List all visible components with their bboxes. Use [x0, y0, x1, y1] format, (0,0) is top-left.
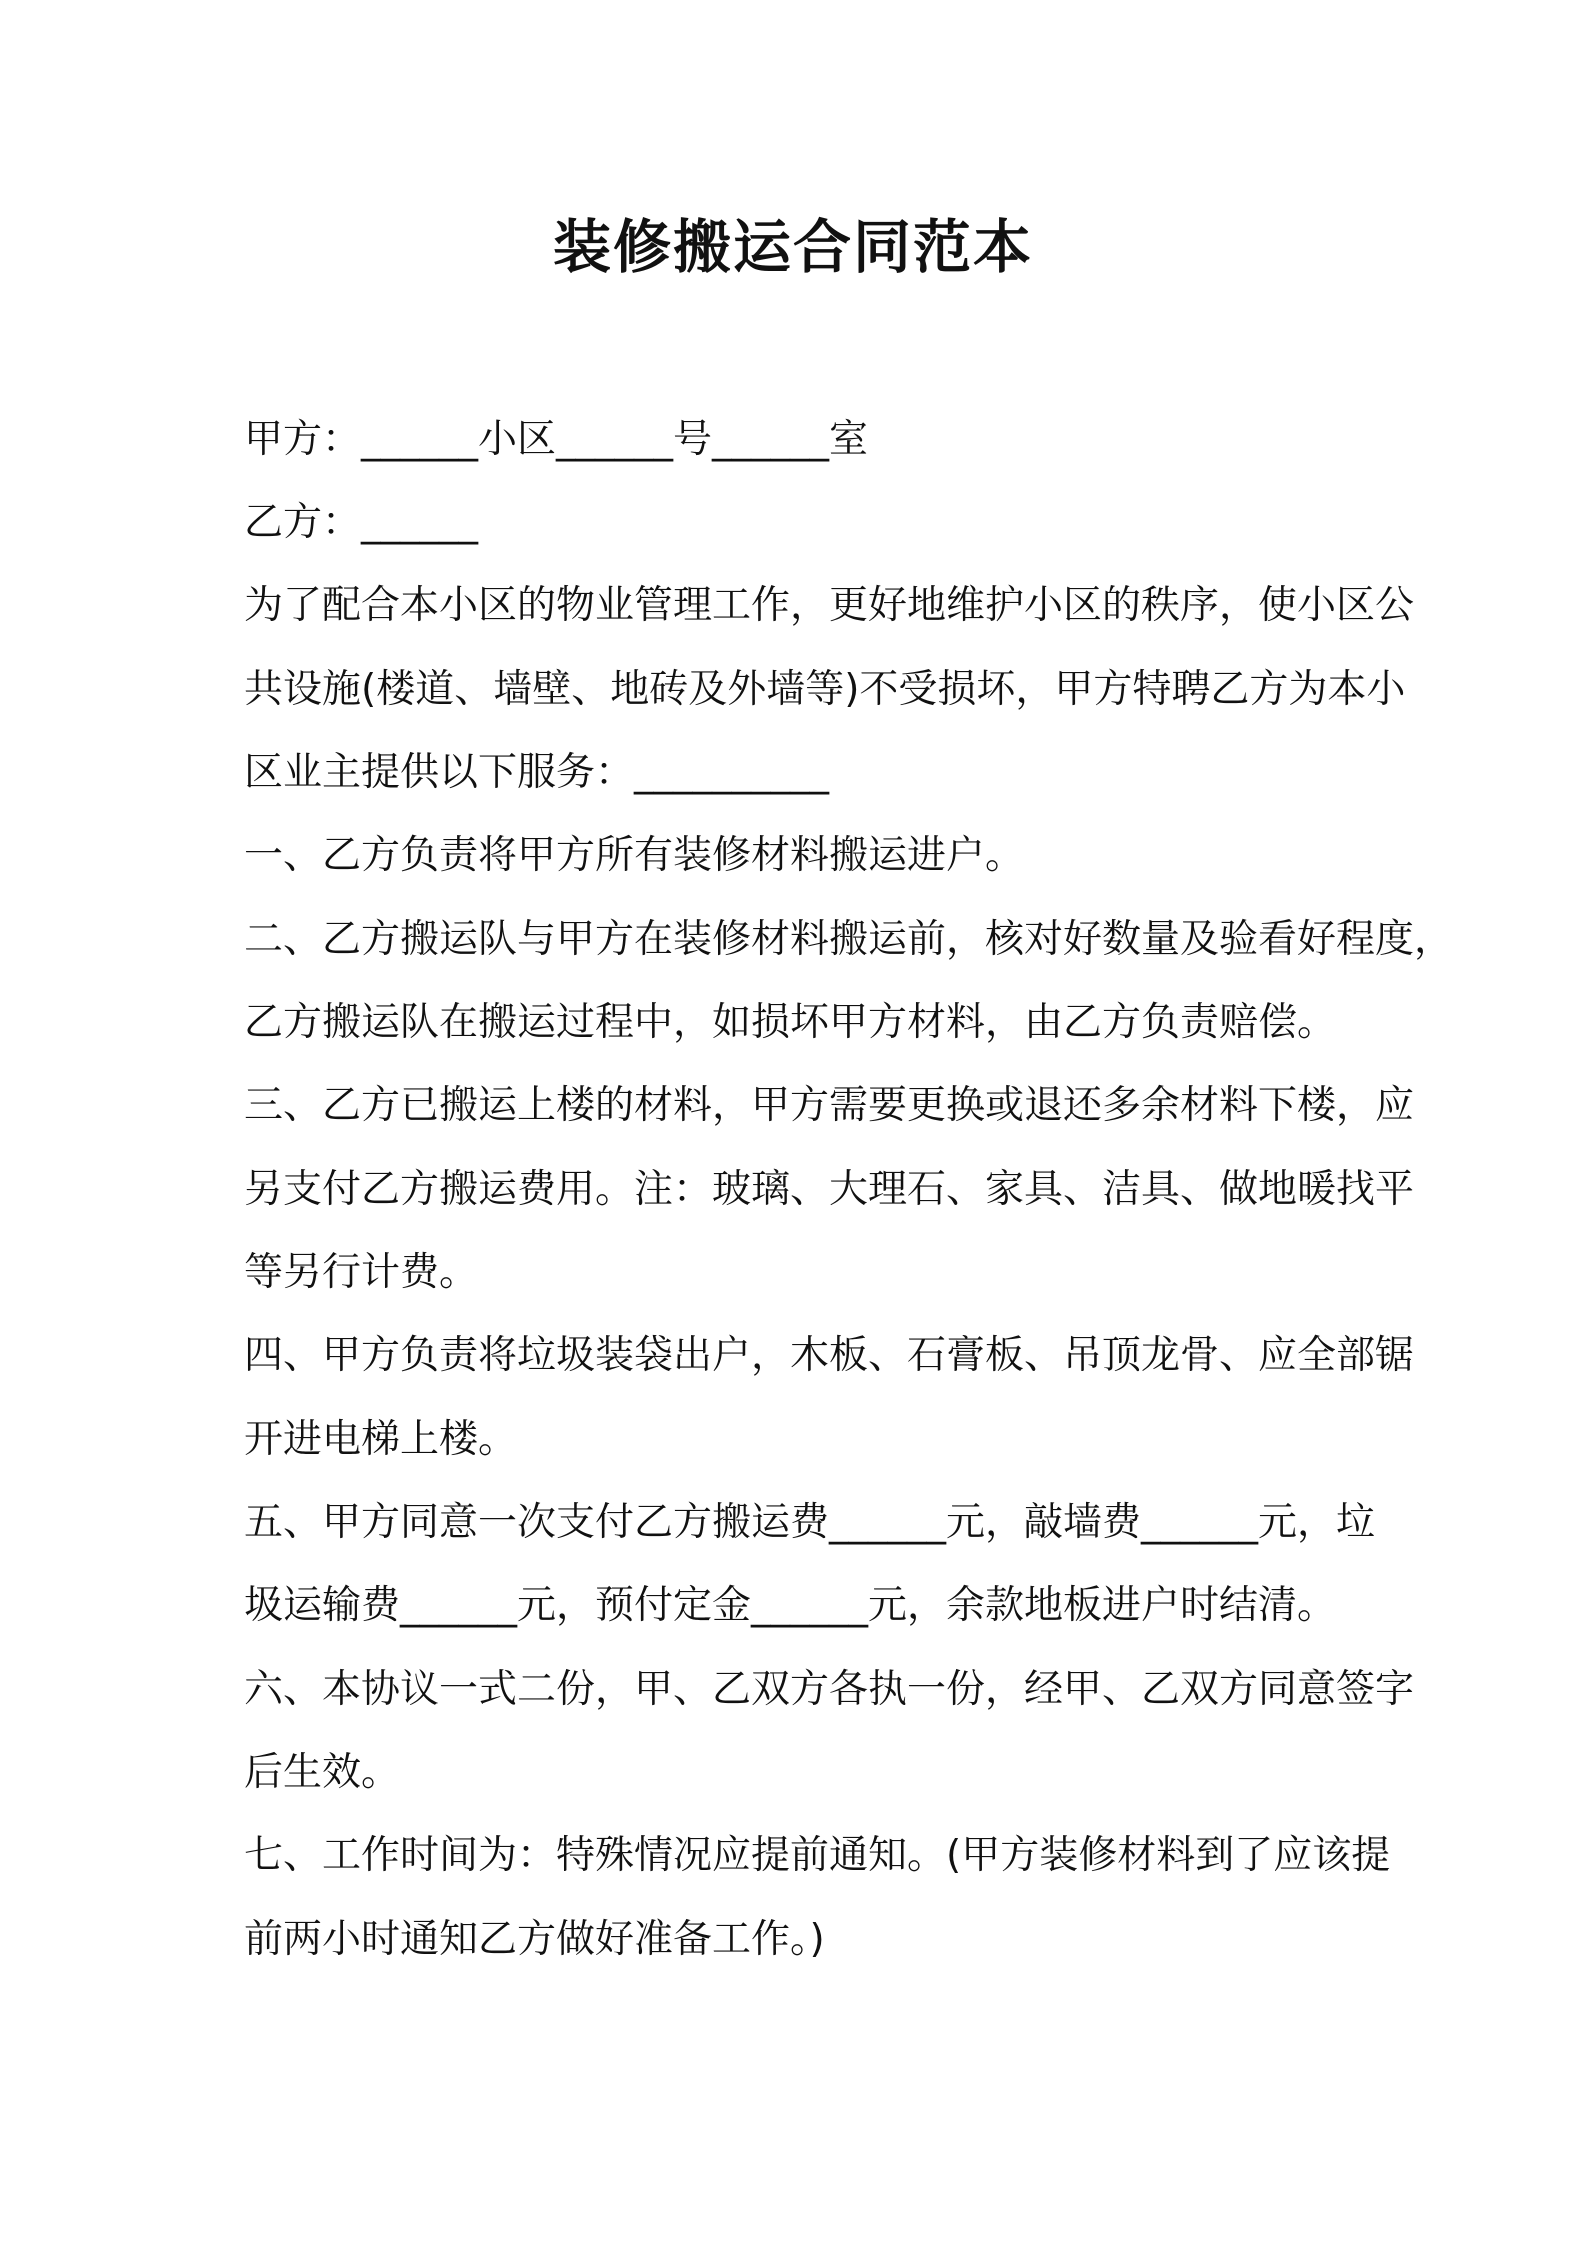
- clause-6-line-1: 六、本协议一式二份，甲、乙双方各执一份，经甲、乙双方同意签字: [244, 1667, 1415, 1712]
- clause-6-line-2: 后生效。: [244, 1750, 401, 1795]
- clause-7-line-1: 七、工作时间为：特殊情况应提前通知。(甲方装修材料到了应该提: [244, 1833, 1391, 1878]
- clause-3-line-3: 等另行计费。: [244, 1250, 479, 1295]
- party-a-line: 甲方：______小区______号______室: [244, 417, 869, 462]
- clause-3-line-2: 另支付乙方搬运费用。注：玻璃、大理石、家具、洁具、做地暖找平: [244, 1167, 1415, 1212]
- document-title: 装修搬运合同范本: [552, 213, 1033, 281]
- clause-3-line-1: 三、乙方已搬运上楼的材料，甲方需要更换或退还多余材料下楼，应: [244, 1083, 1415, 1128]
- intro-line-3: 区业主提供以下服务：__________: [244, 750, 830, 795]
- clause-5-line-2: 圾运输费______元，预付定金______元，余款地板进户时结清。: [244, 1583, 1337, 1628]
- clause-2-line-1: 二、乙方搬运队与甲方在装修材料搬运前，核对好数量及验看好程度，: [244, 917, 1454, 962]
- clause-5-line-1: 五、甲方同意一次支付乙方搬运费______元，敲墙费______元，垃: [244, 1500, 1376, 1545]
- clause-4-line-2: 开进电梯上楼。: [244, 1417, 518, 1462]
- party-b-line: 乙方：______: [244, 500, 479, 545]
- intro-line-2: 共设施(楼道、墙壁、地砖及外墙等)不受损坏，甲方特聘乙方为本小: [244, 667, 1406, 712]
- clause-2-line-2: 乙方搬运队在搬运过程中，如损坏甲方材料，由乙方负责赔偿。: [244, 1000, 1337, 1045]
- intro-line-1: 为了配合本小区的物业管理工作，更好地维护小区的秩序，使小区公: [244, 583, 1415, 628]
- clause-1-line-1: 一、乙方负责将甲方所有装修材料搬运进户。: [244, 833, 1025, 878]
- clause-7-line-2: 前两小时通知乙方做好准备工作。): [244, 1917, 825, 1962]
- clause-4-line-1: 四、甲方负责将垃圾装袋出户，木板、石膏板、吊顶龙骨、应全部锯: [244, 1333, 1415, 1378]
